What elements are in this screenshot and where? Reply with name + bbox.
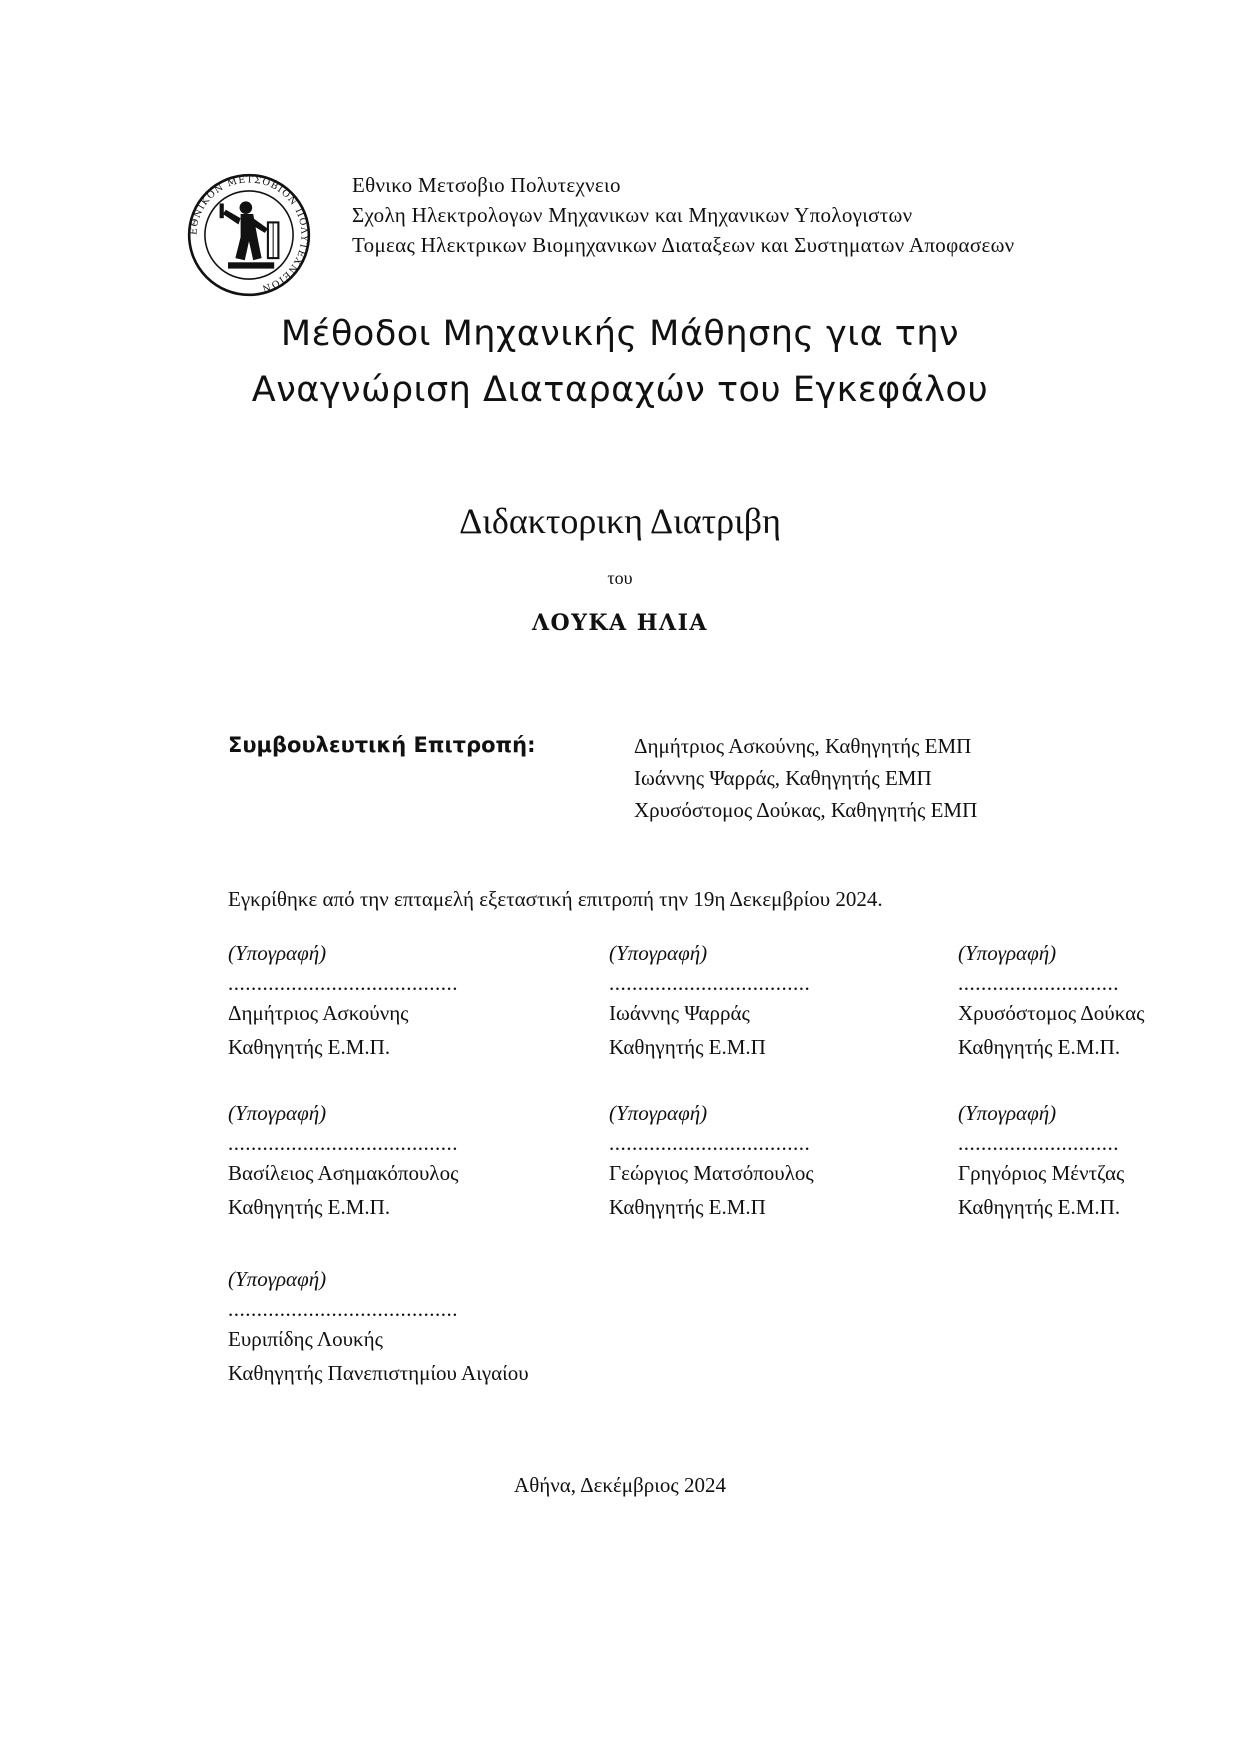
signature-block (228, 1262, 529, 1390)
signature-line: ................................... (609, 971, 811, 995)
committee-member: Ιωάννης Ψαρράς, Καθηγητής ΕΜΠ (634, 766, 932, 790)
signer-title: Καθηγητής Ε.Μ.Π. (228, 1035, 391, 1059)
signature-label: (Υπογραφή) (228, 1101, 327, 1125)
signer-title: Καθηγητής Ε.Μ.Π. (958, 1035, 1121, 1059)
signature-line: ............................ (958, 1131, 1119, 1155)
university-name: Εθνικο Μετσοβιο Πολυτεχνειο (352, 173, 621, 197)
svg-text:ΕΘΝΙΚΟΝ ΜΕΤΣΟΒΙΟΝ ΠΟΛΥΤΕΧΝΕΙΟΝ: ΕΘΝΙΚΟΝ ΜΕΤΣΟΒΙΟΝ ΠΟΛΥΤΕΧΝΕΙΟΝ (188, 174, 310, 294)
school-name: Σχολη Ηλεκτρολογων Μηχανικων και Μηχανικων Υπολογιστων (352, 203, 913, 227)
signer-title: Καθηγητής Πανεπιστημίου Αιγαίου (228, 1361, 529, 1385)
signature-label: (Υπογραφή) (609, 941, 708, 965)
of-label: του (607, 568, 633, 588)
signature-line: ........................................ (228, 1297, 458, 1321)
committee-label: Συμβουλευτική Επιτροπή: (228, 733, 536, 757)
signer-name: Γρηγόριος Μέντζας (958, 1161, 1125, 1185)
signature-label: (Υπογραφή) (609, 1101, 708, 1125)
signature-block (228, 936, 458, 1064)
signer-title: Καθηγητής Ε.Μ.Π (609, 1035, 766, 1059)
signature-label: (Υπογραφή) (228, 941, 327, 965)
signer-name: Χρυσόστομος Δούκας (958, 1001, 1145, 1025)
thesis-title (0, 306, 1240, 418)
committee-member: Χρυσόστομος Δούκας, Καθηγητής ΕΜΠ (634, 798, 978, 822)
signature-label: (Υπογραφή) (958, 1101, 1057, 1125)
signature-block (609, 1096, 814, 1224)
signer-title: Καθηγητής Ε.Μ.Π (609, 1195, 766, 1219)
signature-block (958, 1096, 1124, 1224)
university-seal-logo (186, 172, 312, 298)
division-name: Τομεας Ηλεκτρικων Βιομηχανικων Διαταξεων και Συστηματων Αποφασεων (352, 233, 1015, 257)
signature-block (228, 1096, 458, 1224)
signer-name: Γεώργιος Ματσόπουλος (609, 1161, 814, 1185)
signature-line: ............................ (958, 971, 1119, 995)
signature-line: ................................... (609, 1131, 811, 1155)
author-name: ΛΟΥΚΑ ΗΛΙΑ (531, 610, 708, 636)
signer-name: Ευριπίδης Λουκής (228, 1327, 383, 1351)
signer-name: Ιωάννης Ψαρράς (609, 1001, 750, 1025)
signature-line: ........................................ (228, 971, 458, 995)
signer-title: Καθηγητής Ε.Μ.Π. (228, 1195, 391, 1219)
place-and-date: Αθήνα, Δεκέμβριος 2024 (514, 1473, 726, 1497)
signature-label: (Υπογραφή) (958, 941, 1057, 965)
signature-block (609, 936, 810, 1064)
committee-list (634, 730, 977, 826)
committee-member: Δημήτριος Ασκούνης, Καθηγητής ΕΜΠ (634, 734, 972, 758)
thesis-type: Διδακτορικη Διατριβη (459, 501, 781, 541)
signer-name: Δημήτριος Ασκούνης (228, 1001, 409, 1025)
thesis-title-line-2: Αναγνώριση Διαταραχών του Εγκεφάλου (251, 370, 989, 410)
approval-statement: Εγκρίθηκε από την επταμελή εξεταστική επιτροπή την 19η Δεκεμβρίου 2024. (228, 887, 883, 911)
signature-block (958, 936, 1144, 1064)
thesis-title-line-1: Μέθοδοι Μηχανικής Μάθησης για την (280, 314, 960, 354)
signer-title: Καθηγητής Ε.Μ.Π. (958, 1195, 1121, 1219)
signature-label: (Υπογραφή) (228, 1267, 327, 1291)
signature-line: ........................................ (228, 1131, 458, 1155)
institution-header (352, 170, 1014, 260)
signer-name: Βασίλειος Ασημακόπουλος (228, 1161, 459, 1185)
